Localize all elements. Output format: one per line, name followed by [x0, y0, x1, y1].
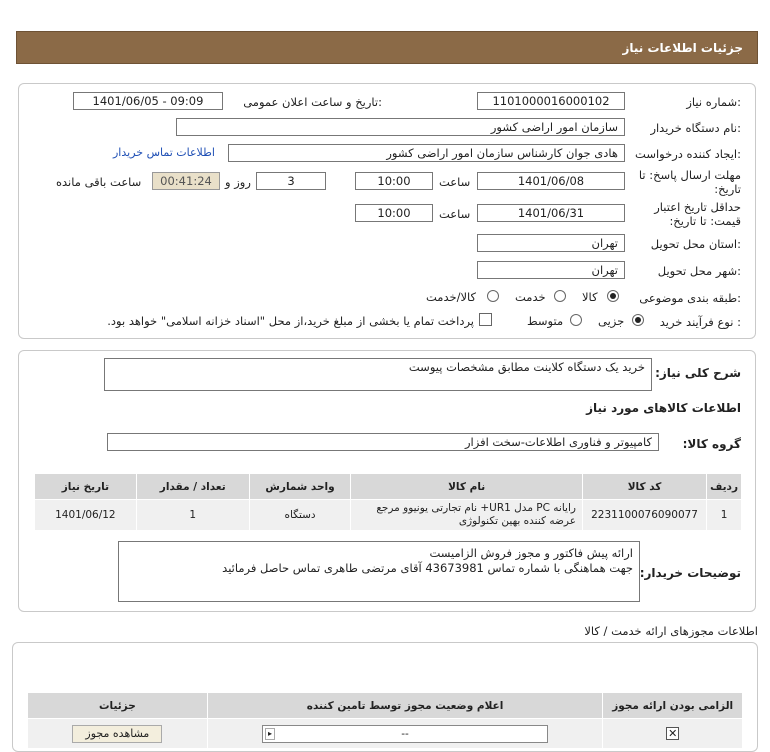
- deadline-time-field: 10:00: [355, 172, 433, 190]
- process-option-minor: جزیی: [598, 314, 625, 328]
- deadline-time-label: ساعت: [439, 175, 471, 189]
- details-cell: [28, 719, 208, 749]
- goods-section-title: اطلاعات کالاهای مورد نیاز: [586, 401, 741, 415]
- col-status: اعلام وضعیت مجوز توسط تامین کننده: [207, 693, 603, 719]
- buyer-contact-link[interactable]: اطلاعات تماس خریدار: [113, 146, 215, 159]
- licenses-table-header: [28, 693, 743, 719]
- days-field: 3: [256, 172, 326, 190]
- col-qty: تعداد / مقدار: [136, 474, 249, 500]
- buyer-org-label: نام دستگاه خریدار:: [650, 121, 741, 135]
- province-label: استان محل تحویل:: [650, 237, 741, 251]
- buyer-org-field: سازمان امور اراضی کشور: [176, 118, 625, 136]
- buyer-notes-line2: جهت هماهنگی با شماره تماس 43673981 آقای مرتضی طاهری تماس حاصل فرمائید: [222, 561, 633, 575]
- process-label: نوع فرآیند خرید :: [659, 315, 741, 329]
- licenses-table: [27, 692, 743, 749]
- license-status-select[interactable]: [262, 725, 548, 743]
- col-details: جزئیات: [28, 693, 208, 719]
- license-status-value: --: [401, 727, 409, 740]
- buyer-notes-line1: ارائه پیش فاکتور و مجوز فروش الزامیست: [429, 546, 633, 560]
- validity-label-line1: حداقل تاریخ اعتبار: [654, 200, 741, 214]
- required-cell: [603, 719, 743, 749]
- col-date: تاریخ نیاز: [35, 474, 137, 500]
- validity-label-line2: قیمت: تا تاریخ:: [669, 214, 741, 228]
- validity-date-field: 1401/06/31: [477, 204, 625, 222]
- description-field: خرید یک دستگاه کلاینت مطابق مشخصات پیوست: [104, 358, 652, 391]
- cell-code: 2231100076090077: [582, 500, 706, 531]
- chevron-down-icon: ▸: [265, 728, 275, 740]
- remaining-label: ساعت باقی مانده: [56, 175, 142, 189]
- process-option-medium: متوسط: [527, 314, 564, 328]
- deadline-date-field: 1401/06/08: [477, 172, 625, 190]
- payment-note: پرداخت تمام یا بخشی از مبلغ خرید،از محل "اسناد خزانه اسلامی" خواهد بود.: [107, 314, 474, 328]
- deadline-label-line1: مهلت ارسال پاسخ: تا: [638, 168, 741, 182]
- remaining-timer: 00:41:24: [152, 172, 220, 190]
- category-option-goods-service: کالا/خدمت: [426, 290, 477, 304]
- cell-row: 1: [707, 500, 742, 531]
- goods-group-field: کامپیوتر و فناوری اطلاعات-سخت افزار: [107, 433, 659, 451]
- goods-group-label: گروه کالا:: [682, 437, 741, 451]
- validity-time-label: ساعت: [439, 207, 471, 221]
- table-row: [28, 719, 743, 749]
- creator-field: هادی جوان کارشناس سازمان امور اراضی کشور: [228, 144, 625, 162]
- cell-unit: دستگاه: [249, 500, 351, 531]
- deadline-label: [639, 168, 741, 196]
- page-title: جزئیات اطلاعات نیاز: [622, 41, 743, 55]
- announce-field: 1401/06/05 - 09:09: [73, 92, 223, 110]
- deadline-label-line2: تاریخ:: [714, 182, 741, 196]
- validity-time-field: 10:00: [355, 204, 433, 222]
- table-row: [35, 500, 742, 531]
- goods-table-header: [35, 474, 742, 500]
- announce-label: تاریخ و ساعت اعلان عمومی:: [243, 95, 382, 109]
- col-unit: واحد شمارش: [249, 474, 351, 500]
- required-checkbox[interactable]: ✕: [668, 727, 678, 740]
- goods-table: [34, 473, 742, 531]
- validity-label: [654, 200, 741, 228]
- description-label: شرح کلی نیاز:: [655, 366, 741, 380]
- city-field: تهران: [477, 261, 625, 279]
- cell-qty: 1: [136, 500, 249, 531]
- category-option-goods: کالا: [582, 290, 598, 304]
- col-row: ردیف: [707, 474, 742, 500]
- category-option-service: خدمت: [515, 290, 546, 304]
- need-number-field: 1101000016000102: [477, 92, 625, 110]
- col-code: کد کالا: [582, 474, 706, 500]
- category-radio-goods-service[interactable]: [487, 290, 499, 302]
- process-radio-minor[interactable]: [632, 314, 644, 326]
- licenses-section-title: اطلاعات مجوزهای ارائه خدمت / کالا: [584, 624, 758, 638]
- cell-name: رایانه PC مدل UR1+ نام تجارتی یونیوو مرجع عرضه کننده بهین تکنولوژی: [351, 500, 583, 531]
- process-radio-medium[interactable]: [570, 314, 582, 326]
- col-name: نام کالا: [351, 474, 583, 500]
- treasury-checkbox[interactable]: [479, 313, 492, 326]
- page-header: [16, 31, 758, 64]
- category-radio-goods[interactable]: [607, 290, 619, 302]
- category-label: طبقه بندی موضوعی:: [639, 291, 741, 305]
- buyer-notes-label: توضیحات خریدار:: [639, 566, 741, 580]
- need-number-label: شماره نیاز:: [686, 95, 741, 109]
- category-radio-service[interactable]: [554, 290, 566, 302]
- buyer-notes-box: [118, 541, 640, 602]
- province-field: تهران: [477, 234, 625, 252]
- days-label: روز و: [225, 175, 251, 189]
- creator-label: ایجاد کننده درخواست:: [635, 147, 741, 161]
- city-label: شهر محل تحویل:: [657, 264, 741, 278]
- view-license-button[interactable]: مشاهده مجوز: [72, 725, 162, 743]
- cell-date: 1401/06/12: [35, 500, 137, 531]
- status-cell: [207, 719, 603, 749]
- col-required: الزامی بودن ارائه مجوز: [603, 693, 743, 719]
